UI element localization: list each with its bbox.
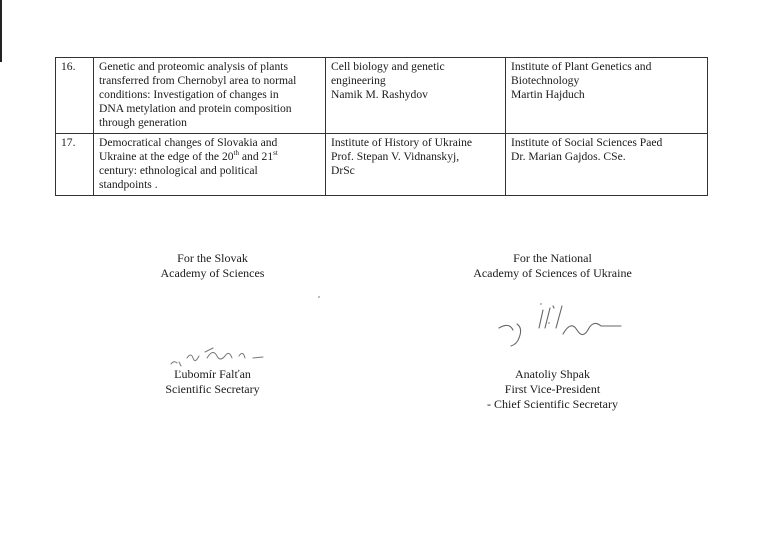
signatory-title: Scientific Secretary: [165, 382, 260, 396]
project-title: [94, 58, 326, 134]
project-title-line: Ukraine at the edge of the 20th and 21st: [99, 149, 278, 163]
project-title-line: DNA metylation and protein composition: [99, 102, 292, 115]
project-title-line: transferred from Chernobyl area to normal: [99, 74, 297, 87]
partner-line: Dr. Marian Gajdos. CSe.: [511, 150, 626, 163]
ukrainian-signatory: [450, 367, 655, 412]
scan-edge-mark: [0, 0, 2, 62]
project-title-line: through generation: [99, 116, 187, 129]
project-title-line: Genetic and proteomic analysis of plants: [99, 60, 288, 73]
projects-table: [55, 57, 708, 196]
partner-line: engineering: [331, 74, 386, 87]
slovak-signatory: [110, 367, 315, 397]
signatory-name: Ľubomír Falťan: [174, 367, 251, 381]
signatory-org-line: Academy of Sciences of Ukraine: [473, 266, 632, 280]
project-title-line: Democratical changes of Slovakia and: [99, 136, 278, 149]
partner-line: Institute of Plant Genetics and: [511, 60, 652, 73]
slovak-academy-heading: [110, 251, 315, 281]
signatory-title: - Chief Scientific Secretary: [487, 397, 618, 411]
partner-line: Martin Hajduch: [511, 88, 585, 101]
partner-line: DrSc: [331, 164, 355, 177]
table-row: [56, 134, 708, 196]
scan-speck: [548, 322, 550, 324]
signatory-title: First Vice-President: [504, 382, 601, 396]
project-title: [94, 134, 326, 196]
scan-speck: [318, 296, 320, 298]
partner-line: Cell biology and genetic: [331, 60, 445, 73]
signatory-org-line: For the Slovak: [177, 251, 248, 265]
partner-line: Namik M. Rashydov: [331, 88, 428, 101]
slovak-partner: [506, 58, 708, 134]
ukrainian-academy-heading: [440, 251, 665, 281]
slovak-partner: [506, 134, 708, 196]
project-title-line: conditions: Investigation of changes in: [99, 88, 279, 101]
ukrainian-handwritten-signature: [495, 298, 635, 353]
row-number: 16.: [56, 58, 94, 134]
slovak-handwritten-signature: [165, 340, 275, 370]
signatory-org-line: Academy of Sciences: [160, 266, 265, 280]
row-number: 17.: [56, 134, 94, 196]
signatory-org-line: For the National: [513, 251, 592, 265]
project-title-line: century: ethnological and political: [99, 164, 258, 177]
partner-line: Biotechnology: [511, 74, 580, 87]
table-row: [56, 58, 708, 134]
scan-speck: [540, 303, 542, 305]
partner-line: Prof. Stepan V. Vidnanskyj,: [331, 150, 460, 163]
partner-line: Institute of Social Sciences Paed: [511, 136, 663, 149]
ukrainian-partner: [326, 58, 506, 134]
partner-line: Institute of History of Ukraine: [331, 136, 473, 149]
signatory-name: Anatoliy Shpak: [515, 367, 590, 381]
project-title-line: standpoints .: [99, 178, 158, 191]
ukrainian-partner: [326, 134, 506, 196]
